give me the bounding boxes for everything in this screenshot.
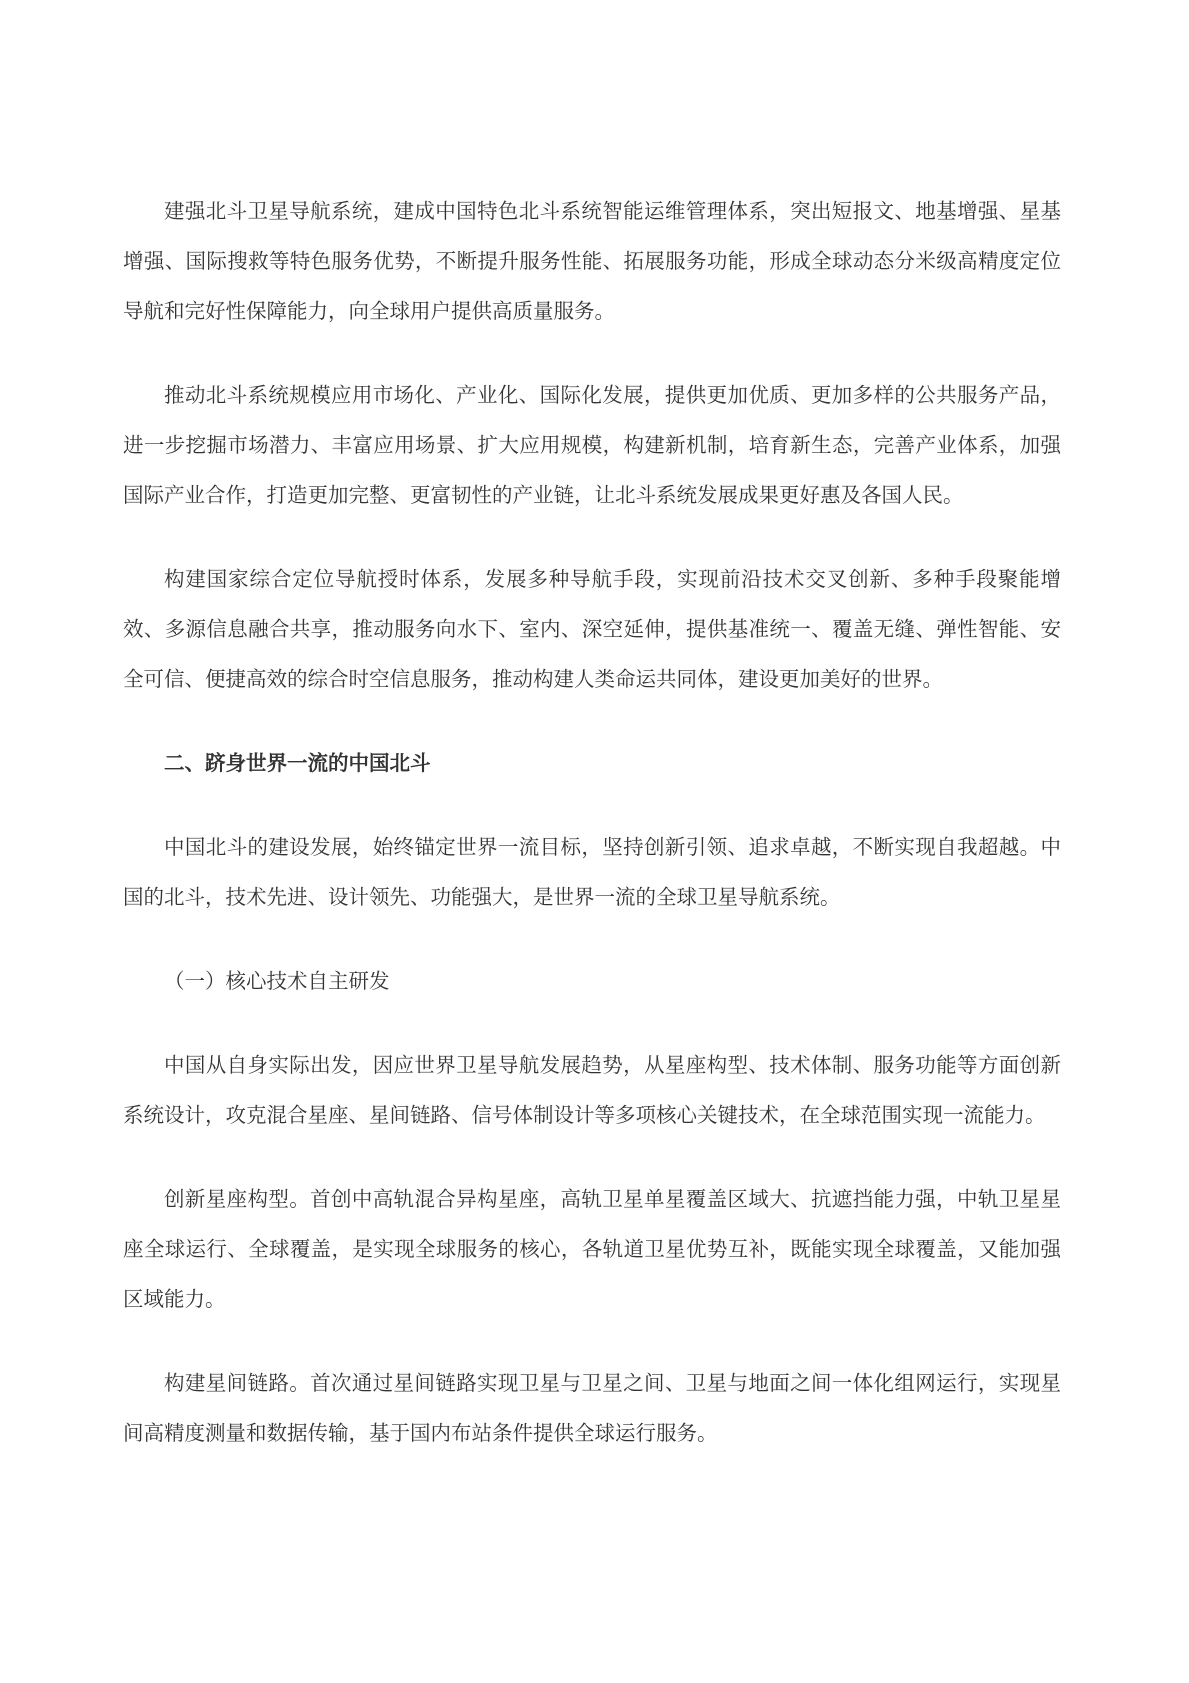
paragraph-gap xyxy=(123,336,1061,370)
paragraph-constellation: 创新星座构型。首创中高轨混合异构星座，高轨卫星单星覆盖区域大、抗遮挡能力强，中轨卫星星座全球运行、全球覆盖，是实现全球服务的核心，各轨道卫星优势互补，既能实现全球覆盖，又能加强区域能力。 xyxy=(123,1187,1061,1311)
section-heading: 二、跻身世界一流的中国北斗 xyxy=(164,751,431,775)
paragraph-pnt-system: 构建国家综合定位导航授时体系，发展多种导航手段，实现前沿技术交叉创新、多种手段聚能增效、多源信息融合共享，推动服务向水下、室内、深空延伸，提供基准统一、覆盖无缝、弹性智能、安全可信、便捷高效的综合时空信息服务，推动构建人类命运共同体，建设更加美好的世界。 xyxy=(123,567,1061,691)
paragraph-gap xyxy=(123,520,1061,554)
paragraph-beidou-application: 推动北斗系统规模应用市场化、产业化、国际化发展，提供更加优质、更加多样的公共服务产品，进一步挖掘市场潜力、丰富应用场景、扩大应用规模，构建新机制，培育新生态，完善产业体系，加强国际产业合作，打造更加完整、更富韧性的产业链，让北斗系统发展成果更好惠及各国人民。 xyxy=(123,383,1061,507)
paragraph-world-class: 中国北斗的建设发展，始终锚定世界一流目标，坚持创新引领、追求卓越，不断实现自我超越。中国的北斗，技术先进、设计领先、功能强大，是世界一流的全球卫星导航系统。 xyxy=(123,835,1061,909)
paragraph-beidou-system: 建强北斗卫星导航系统，建成中国特色北斗系统智能运维管理体系，突出短报文、地基增强、星基增强、国际搜救等特色服务优势，不断提升服务性能、拓展服务功能，形成全球动态分米级高精度定位导航和完好性保障能力，向全球用户提供高质量服务。 xyxy=(123,199,1061,323)
document-body xyxy=(123,186,1061,1458)
paragraph-gap xyxy=(123,1324,1061,1358)
paragraph-gap xyxy=(123,922,1061,956)
paragraph-gap xyxy=(123,788,1061,822)
paragraph-inter-satellite-link: 构建星间链路。首次通过星间链路实现卫星与卫星之间、卫星与地面之间一体化组网运行，实现星间高精度测量和数据传输，基于国内布站条件提供全球运行服务。 xyxy=(123,1371,1061,1445)
paragraph-gap xyxy=(123,704,1061,738)
paragraph-gap xyxy=(123,1006,1061,1040)
paragraph-gap xyxy=(123,1140,1061,1174)
paragraph-core-tech: 中国从自身实际出发，因应世界卫星导航发展趋势，从星座构型、技术体制、服务功能等方面创新系统设计，攻克混合星座、星间链路、信号体制设计等多项核心关键技术，在全球范围实现一流能力。 xyxy=(123,1053,1061,1127)
subsection-heading: （一）核心技术自主研发 xyxy=(164,969,390,993)
